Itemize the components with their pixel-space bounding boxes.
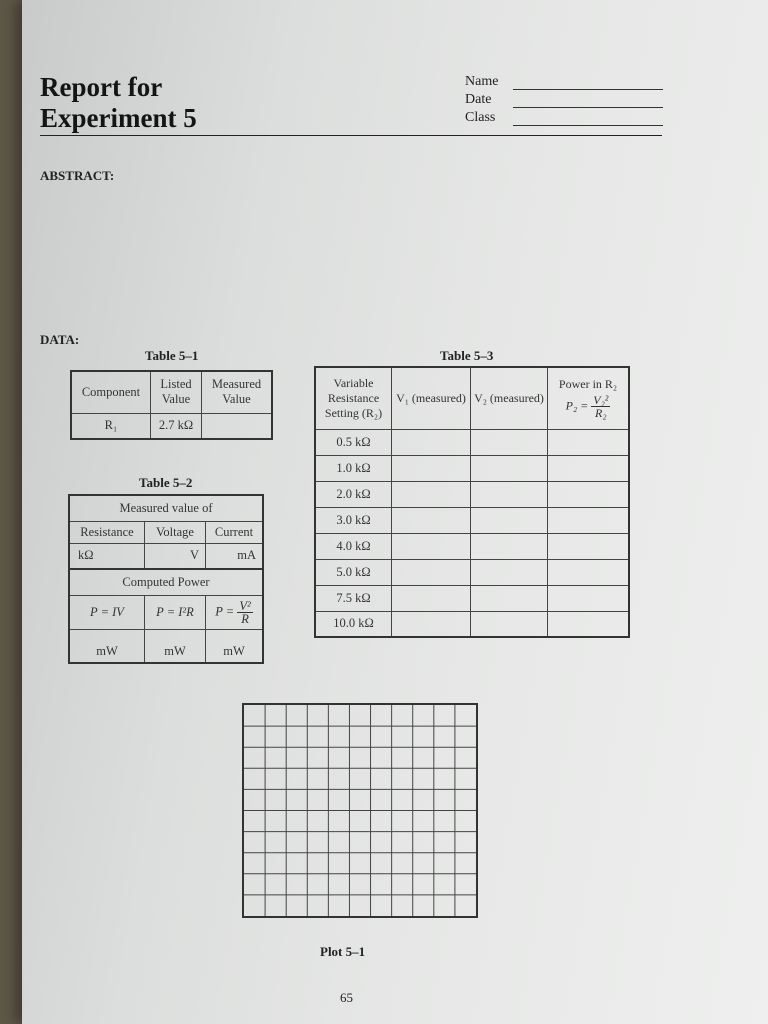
resistance-setting: 7.5 kΩ [315,585,392,611]
v2-cell[interactable] [471,559,548,585]
plot-5-1-label: Plot 5–1 [320,944,366,959]
name-line[interactable] [513,78,663,90]
formula-p-iv: P = IV [69,595,145,629]
cell-listed-r1: 2.7 kΩ [151,413,202,439]
formula-p-v2r-fraction [237,600,252,625]
v2-cell[interactable] [471,455,548,481]
title-line-1: Report for [40,72,163,102]
v1-cell[interactable] [392,429,471,455]
unit-milliamp[interactable]: mA [206,543,264,569]
v1-cell[interactable] [392,481,471,507]
power-cell[interactable] [548,481,630,507]
table-row [315,455,629,481]
col-measured-value: Measured Value [202,371,273,413]
col-resistance: Resistance [69,521,145,543]
power-cell[interactable] [548,533,630,559]
resistance-setting: 1.0 kΩ [315,455,392,481]
unit-mw-i2r[interactable]: mW [145,629,206,663]
col-v1-measured: V₁ (measured) [392,367,471,429]
resistance-setting: 4.0 kΩ [315,533,392,559]
col-listed-value: Listed Value [151,371,202,413]
formula-p-i2r: P = I²R [145,595,206,629]
table-5-3 [314,366,630,638]
col-current: Current [206,521,264,543]
v1-cell[interactable] [392,585,471,611]
v1-cell[interactable] [392,559,471,585]
resistance-setting: 10.0 kΩ [315,611,392,637]
unit-mw-iv[interactable]: mW [69,629,145,663]
plot-grid-lines [244,705,476,916]
v1-cell[interactable] [392,455,471,481]
unit-kohm[interactable]: kΩ [69,543,145,569]
power-cell[interactable] [548,455,630,481]
v2-cell[interactable] [471,611,548,637]
abstract-heading: ABSTRACT: [40,168,115,183]
header-divider [40,135,662,136]
table-5-2 [68,494,264,664]
computed-power-header: Computed Power [69,569,263,595]
cell-component-r1: R₁ [71,413,151,439]
power-cell[interactable] [548,507,630,533]
class-line[interactable] [513,114,663,126]
power-cell[interactable] [548,559,630,585]
v2-cell[interactable] [471,429,548,455]
resistance-setting: 5.0 kΩ [315,559,392,585]
title-line-2: Experiment 5 [40,103,197,133]
v2-cell[interactable] [471,507,548,533]
plot-5-1-grid[interactable] [242,703,478,918]
col-variable-resistance: Variable Resistance Setting (R₂) [315,367,392,429]
power-formula-fraction [591,394,610,419]
date-label: Date [465,92,492,107]
measured-value-header: Measured value of [69,495,263,521]
col-v2-measured: V₂ (measured) [471,367,548,429]
table-5-1-caption: Table 5–1 [145,348,199,363]
col-power-r2 [548,367,630,429]
col-voltage: Voltage [145,521,206,543]
table-5-3-caption: Table 5–3 [440,348,494,363]
power-cell[interactable] [548,429,630,455]
v1-cell[interactable] [392,507,471,533]
table-row [315,559,629,585]
table-row [315,585,629,611]
table-5-2-caption: Table 5–2 [139,475,193,490]
student-info-fields [465,72,663,126]
page-number: 65 [340,990,353,1005]
power-r2-title: Power in R₂ [558,377,618,392]
power-r2-formula [548,394,628,419]
table-row [315,507,629,533]
resistance-setting: 3.0 kΩ [315,507,392,533]
formula-p-v2r [206,595,264,629]
unit-volt[interactable]: V [145,543,206,569]
data-heading: DATA: [40,332,80,347]
v1-cell[interactable] [392,611,471,637]
table-row [315,481,629,507]
name-label: Name [465,74,499,89]
unit-mw-v2r[interactable]: mW [206,629,264,663]
table-row [315,533,629,559]
date-line[interactable] [513,96,663,108]
formula-p-v2r-num: V² [239,598,251,613]
power-cell[interactable] [548,611,630,637]
resistance-setting: 0.5 kΩ [315,429,392,455]
table-row [315,611,629,637]
col-component: Component [71,371,151,413]
power-formula-num: V₂² [593,393,609,408]
class-label: Class [465,110,496,125]
table-5-3-rows [315,429,629,637]
report-title [40,72,197,134]
power-formula-lhs: P₂ = [565,398,589,413]
class-field[interactable] [465,108,663,126]
cell-measured-r1[interactable] [202,413,273,439]
power-formula-den: R₂ [595,406,607,421]
table-5-1 [70,370,273,440]
formula-p-v2r-den: R [241,611,249,626]
v2-cell[interactable] [471,481,548,507]
v1-cell[interactable] [392,533,471,559]
power-cell[interactable] [548,585,630,611]
v2-cell[interactable] [471,585,548,611]
formula-p-v2r-lhs: P = [215,603,235,618]
report-page [22,0,768,1024]
resistance-setting: 2.0 kΩ [315,481,392,507]
date-field[interactable] [465,90,663,108]
v2-cell[interactable] [471,533,548,559]
table-row [315,429,629,455]
name-field[interactable] [465,72,663,90]
